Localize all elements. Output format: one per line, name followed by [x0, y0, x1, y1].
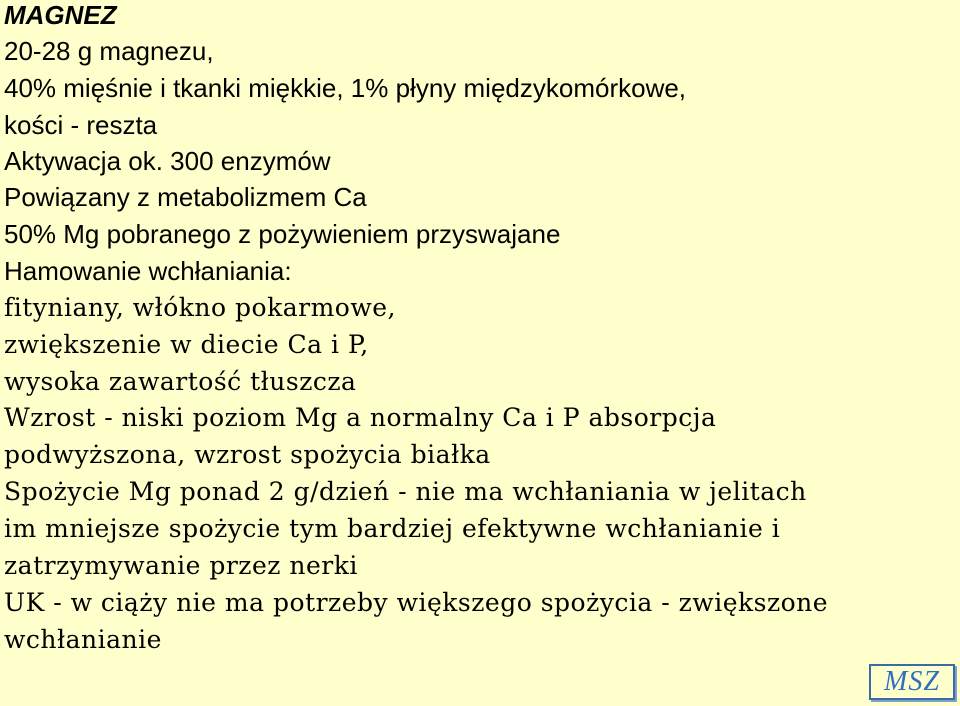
text-line: 40% mięśnie i tkanki miękkie, 1% płyny międzykomórkowe, — [4, 73, 687, 103]
text-line: wchłanianie — [4, 625, 162, 654]
text-line: fityniany, włókno pokarmowe, — [4, 293, 396, 322]
text-line: podwyższona, wzrost spożycia białka — [4, 440, 491, 469]
text-line: UK - w ciąży nie ma potrzeby większego spożycia - zwiększone — [4, 588, 829, 617]
text-line: 20-28 g magnezu, — [4, 36, 214, 66]
text-line: Spożycie Mg ponad 2 g/dzień - nie ma wchłaniania w jelitach — [4, 477, 807, 506]
slide-title: MAGNEZ — [4, 0, 117, 30]
text-line: Hamowanie wchłaniania: — [4, 256, 292, 286]
text-line: im mniejsze spożycie tym bardziej efektywne wchłanianie i — [4, 514, 781, 543]
text-line: zatrzymywanie przez nerki — [4, 551, 358, 580]
text-line: wysoka zawartość tłuszcza — [4, 367, 357, 396]
text-line: zwiększenie w diecie Ca i P, — [4, 330, 369, 359]
text-line: kości - reszta — [4, 110, 158, 140]
text-line: 50% Mg pobranego z pożywieniem przyswajane — [4, 219, 561, 249]
text-line: Aktywacja ok. 300 enzymów — [4, 146, 331, 176]
text-line: Powiązany z metabolizmem Ca — [4, 182, 367, 212]
msz-logo-text: MSZ — [884, 666, 940, 697]
text-line: Wzrost - niski poziom Mg a normalny Ca i P absorpcja — [4, 403, 717, 432]
msz-logo-badge — [869, 664, 955, 700]
